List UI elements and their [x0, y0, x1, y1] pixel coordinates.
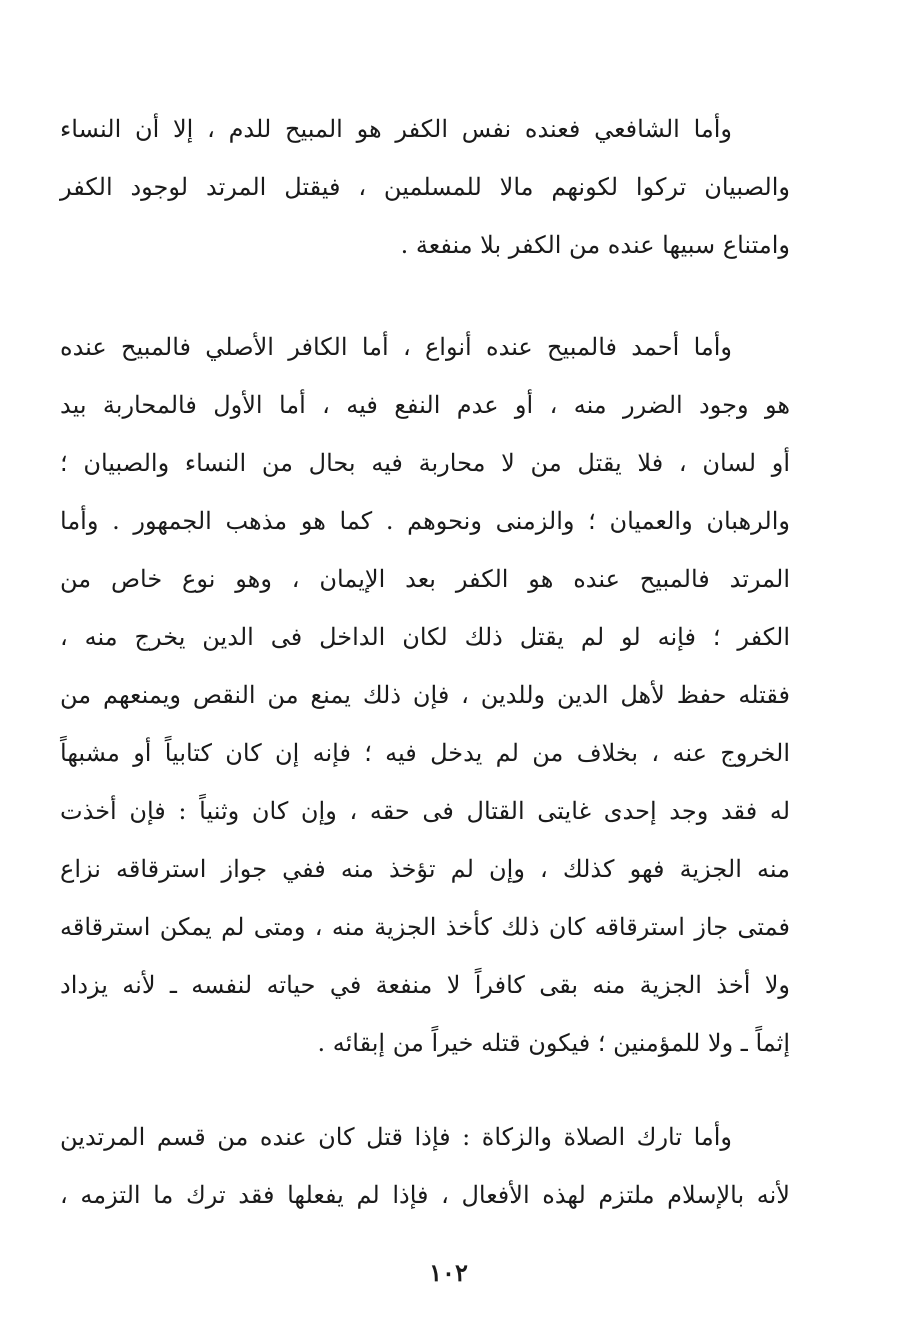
- text-line: ولا أخذ الجزية منه بقى كافراً لا منفعة في حياته لنفسه ـ لأنه يزداد: [60, 971, 790, 999]
- paragraph-ahmad: [60, 318, 790, 1072]
- text-line: فمتى جاز استرقاقه كان ذلك كأخذ الجزية منه ، ومتى لم يمكن استرقاقه: [60, 913, 790, 941]
- page-number: ١٠٢: [429, 1258, 468, 1287]
- text-line: هو وجود الضرر منه ، أو عدم النفع فيه ، أما الأول فالمحاربة بيد: [60, 391, 790, 419]
- text-line: وأما تارك الصلاة والزكاة : فإذا قتل كان عنده من قسم المرتدين: [60, 1123, 732, 1151]
- text-line: وأما أحمد فالمبيح عنده أنواع ، أما الكافر الأصلي فالمبيح عنده: [60, 333, 732, 361]
- text-line: له فقد وجد إحدى غايتى القتال فى حقه ، وإن كان وثنياً : فإن أخذت: [60, 797, 790, 825]
- paragraph-shafii: [60, 100, 790, 274]
- text-line: إثماً ـ ولا للمؤمنين ؛ فيكون قتله خيراً من إبقائه .: [317, 1029, 790, 1057]
- text-line: منه الجزية فهو كذلك ، وإن لم تؤخذ منه ففي جواز استرقاقه نزاع: [60, 855, 790, 883]
- text-line: وأما الشافعي فعنده نفس الكفر هو المبيح للدم ، إلا أن النساء: [60, 115, 732, 143]
- text-line: والرهبان والعميان ؛ والزمنى ونحوهم . كما هو مذهب الجمهور . وأما: [60, 507, 790, 535]
- text-line: أو لسان ، فلا يقتل من لا محاربة فيه بحال من النساء والصبيان ؛: [60, 449, 790, 477]
- text-line: الكفر ؛ فإنه لو لم يقتل ذلك لكان الداخل فى الدين يخرج منه ،: [60, 623, 790, 651]
- text-line: لأنه بالإسلام ملتزم لهذه الأفعال ، فإذا لم يفعلها فقد ترك ما التزمه ،: [60, 1181, 790, 1209]
- text-line: وامتناع سبيها عنده من الكفر بلا منفعة .: [400, 231, 790, 259]
- text-line: الخروج عنه ، بخلاف من لم يدخل فيه ؛ فإنه إن كان كتابياً أو مشبهاً: [60, 739, 790, 767]
- paragraph-prayer-zakat: [60, 1108, 790, 1224]
- text-line: المرتد فالمبيح عنده هو الكفر بعد الإيمان ، وهو نوع خاص من: [60, 565, 790, 593]
- text-line: فقتله حفظ لأهل الدين وللدين ، فإن ذلك يمنع من النقص ويمنعهم من: [60, 681, 790, 709]
- text-line: والصبيان تركوا لكونهم مالا للمسلمين ، فيقتل المرتد لوجود الكفر: [60, 173, 790, 201]
